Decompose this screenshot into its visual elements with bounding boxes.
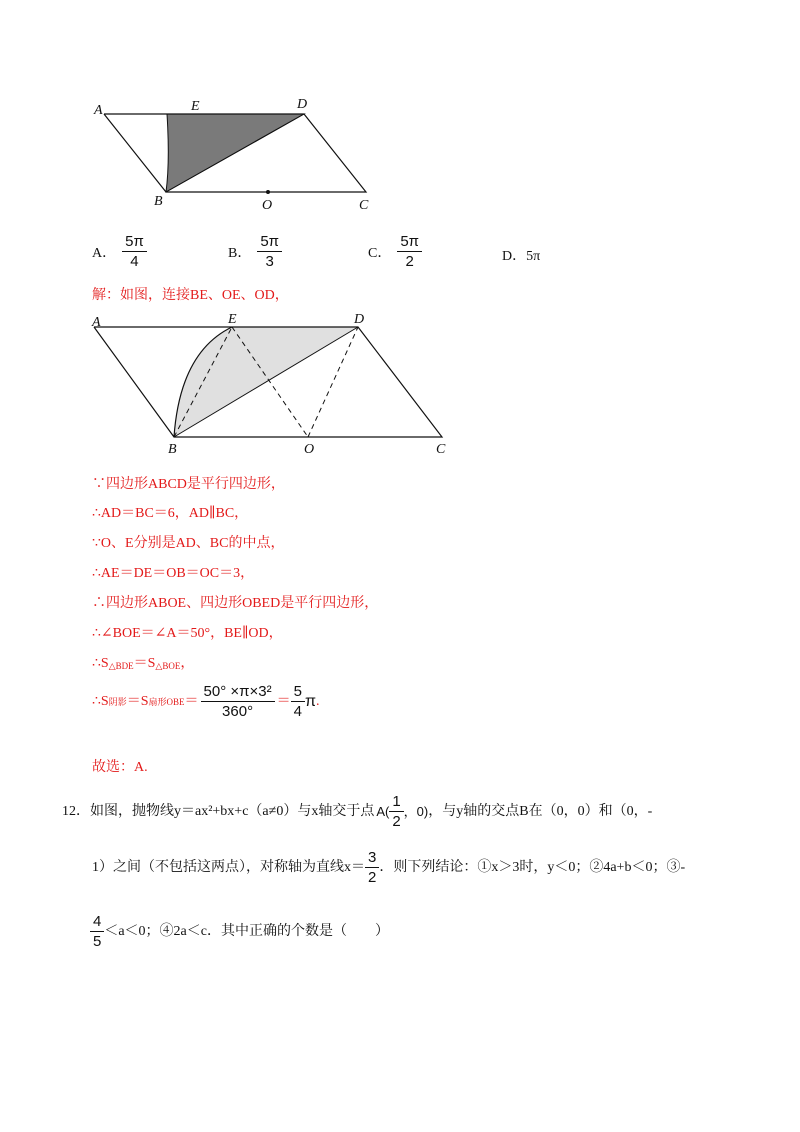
denominator: 2 [405,253,414,270]
option-c [368,234,422,269]
q12-text-a: 12．如图，抛物线y＝ax²+bx+c（a≠0）与x轴交于点 [62,803,375,819]
solution-line-6: ∴∠BOE＝∠A＝50°，BE∥OD， [92,626,283,641]
numerator: 1 [392,793,401,810]
result-numerator: 5 [293,683,302,700]
label-o: O [304,442,315,457]
solution-answer: 故选：A. [92,760,148,775]
solution-line-3: ∵O、E分别是AD、BC的中点， [92,536,285,551]
denominator: 5 [93,933,102,950]
option-b-fraction [257,234,282,269]
option-b-label: B． [228,245,252,261]
fraction-bar [201,701,275,702]
label-a: A [94,103,103,118]
shade-fraction [201,684,275,719]
denominator: 2 [368,869,377,886]
solution-line-4: ∴AE＝DE＝OB＝OC＝3， [92,566,255,581]
solution-area-equality [92,655,194,675]
q12-text-b: ，与y轴的交点B在（0，0）和（0，- [428,803,653,819]
option-a-label: A． [92,245,117,261]
q12-line-3 [90,914,389,949]
shade-denominator: 360° [222,703,254,720]
option-d-label: D．5π [502,249,541,264]
shade-result-fraction [291,684,305,719]
numerator: 3 [368,849,377,866]
option-c-fraction [397,234,422,269]
solution-line-2: ∴AD＝BC＝6，AD∥BC， [92,506,249,521]
label-c: C [436,442,446,457]
area-prefix: ∴S [92,656,109,671]
q12-text-e: ＜a＜0；④2a＜c．其中正确的个数是（ ） [104,923,389,939]
solution-line-1: ∵四边形ABCD是平行四边形， [92,477,285,492]
q12-point-a: A( [376,803,390,819]
option-c-label: C． [368,245,392,261]
q12-text-d: ．则下列结论：①x＞3时，y＜0；②4a+b＜0；③- [379,859,686,875]
shade-eq: ＝ [184,693,199,709]
label-b: B [154,194,163,209]
q12-axis-fraction [365,850,379,885]
shade-end: . [315,693,320,709]
option-d [502,245,540,265]
label-o: O [262,198,273,213]
shade-numerator: 50° ×π×3² [203,683,272,700]
shade-eq2: ＝ [276,693,291,709]
fraction-bar [291,701,305,702]
q12-text-c: 1）之间（不包括这两点），对称轴为直线x＝ [92,859,365,875]
numerator: 5π [125,233,144,250]
figure-2-parallelogram [88,312,456,460]
label-e: E [191,99,200,114]
shade-sub-sector: 扇形OBE [148,696,185,707]
label-a: A [92,315,101,330]
numerator: 5π [260,233,280,250]
shade-pi: π [304,692,316,710]
option-b [228,234,282,269]
shade-mid: ＝S [126,693,149,709]
solution-intro: 解：如图，连接BE、OE、OD， [92,288,289,303]
denominator: 2 [392,813,401,830]
area-sub-boe: △BOE [155,661,181,671]
fraction-bar [90,931,104,932]
fraction-bar [389,811,403,812]
denominator: 3 [265,253,274,270]
numerator: 5π [400,233,420,250]
numerator: 4 [93,913,102,930]
shade-sub-shadow: 阴影 [108,696,127,707]
q12-bound-fraction [90,914,104,949]
option-a [92,234,147,269]
q12-line-1 [62,794,652,829]
figure-1-parallelogram [90,92,380,214]
result-denominator: 4 [293,703,302,720]
area-sub-bde: △BDE [108,661,134,671]
q12-point-fraction [389,794,403,829]
area-suffix: ， [180,656,195,671]
shade-prefix: ∴S [92,693,109,709]
solution-shaded-area-equation [92,684,319,719]
q12-point-rest: ，0) [403,803,429,819]
label-b: B [168,442,177,457]
solution-line-5: ∴四边形ABOE、四边形OBED是平行四边形， [92,596,379,611]
option-a-fraction [122,234,147,269]
label-d: D [354,312,365,327]
label-d: D [297,97,308,112]
fraction-bar [257,251,282,252]
area-mid: ＝S [133,656,156,671]
fraction-bar [365,867,379,868]
label-c: C [359,198,369,213]
figure-1-point-o [266,190,270,194]
fraction-bar [122,251,147,252]
denominator: 4 [130,253,139,270]
fraction-bar [397,251,422,252]
label-e: E [228,312,237,327]
q12-line-2 [92,850,685,885]
